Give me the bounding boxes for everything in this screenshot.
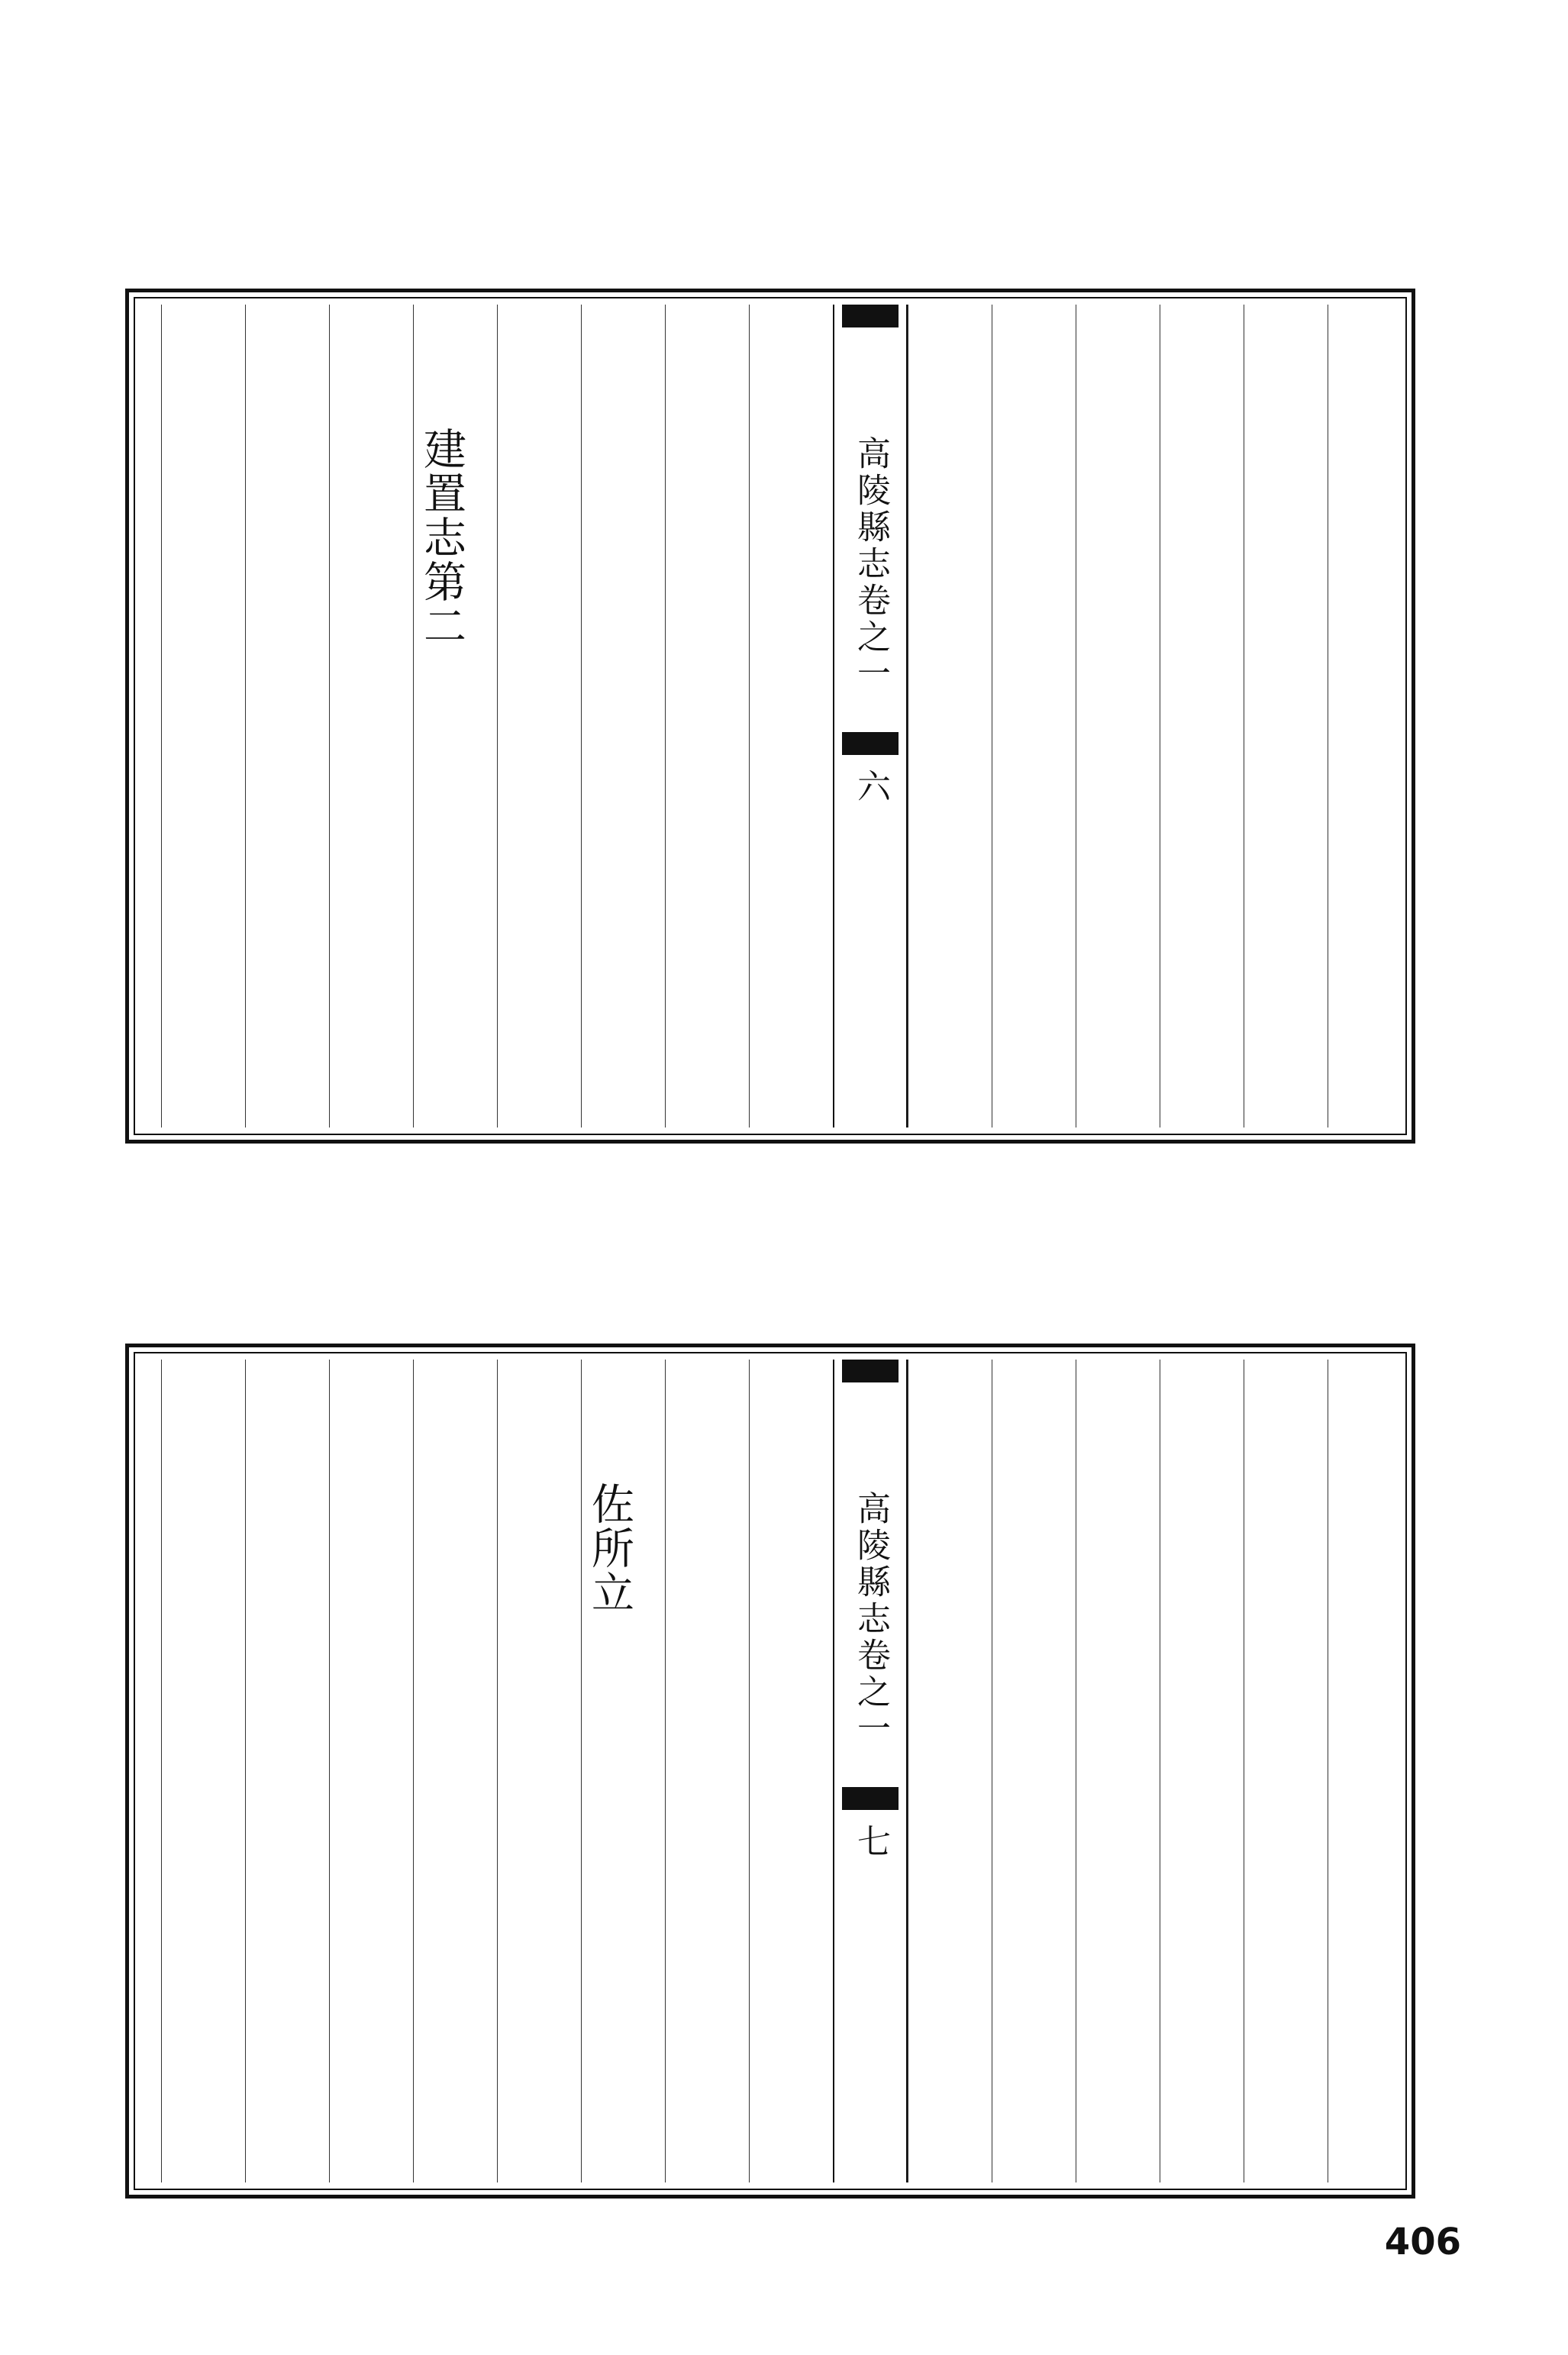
- sub-heading-column: [581, 1360, 665, 2182]
- text-column: [1244, 1360, 1328, 2182]
- text-column: [1160, 1360, 1244, 2182]
- text-column: [161, 305, 245, 1127]
- upper-text-block: [125, 289, 1415, 1144]
- text-column: [497, 1360, 581, 2182]
- section-heading: 建置志第二: [417, 427, 466, 648]
- text-column: [581, 305, 665, 1127]
- text-column: [161, 1360, 245, 2182]
- text-column: [413, 1360, 497, 2182]
- volume-title: 高陵縣志卷之一: [851, 436, 890, 692]
- text-column: [992, 1360, 1076, 2182]
- text-column: [1328, 1360, 1412, 2182]
- page-number: 406: [1384, 2221, 1461, 2263]
- sub-heading: 佐所立: [585, 1482, 634, 1615]
- text-column: [245, 1360, 329, 2182]
- lower-text-block: [125, 1344, 1415, 2199]
- section-heading-column: [413, 305, 497, 1127]
- fish-tail-mark: [842, 1787, 899, 1810]
- text-column: [497, 305, 581, 1127]
- volume-title: 高陵縣志卷之一: [851, 1491, 890, 1747]
- text-column: [1328, 305, 1412, 1127]
- text-column: [1076, 305, 1160, 1127]
- text-column: [665, 1360, 749, 2182]
- text-column: [1076, 1360, 1160, 2182]
- text-column: [329, 305, 413, 1127]
- text-column: [992, 305, 1076, 1127]
- text-column: [749, 305, 833, 1127]
- text-column: [665, 305, 749, 1127]
- fish-tail-mark: [842, 1360, 899, 1382]
- text-column: [908, 305, 992, 1127]
- block-center-header: [833, 1360, 908, 2182]
- leaf-number: 六: [851, 769, 890, 802]
- text-column: [1160, 305, 1244, 1127]
- text-column: [329, 1360, 413, 2182]
- block-center-header: [833, 305, 908, 1127]
- text-column: [908, 1360, 992, 2182]
- text-column: [749, 1360, 833, 2182]
- leaf-number: 七: [851, 1824, 890, 1857]
- text-column: [1244, 305, 1328, 1127]
- text-column: [245, 305, 329, 1127]
- fish-tail-mark: [842, 305, 899, 327]
- fish-tail-mark: [842, 732, 899, 755]
